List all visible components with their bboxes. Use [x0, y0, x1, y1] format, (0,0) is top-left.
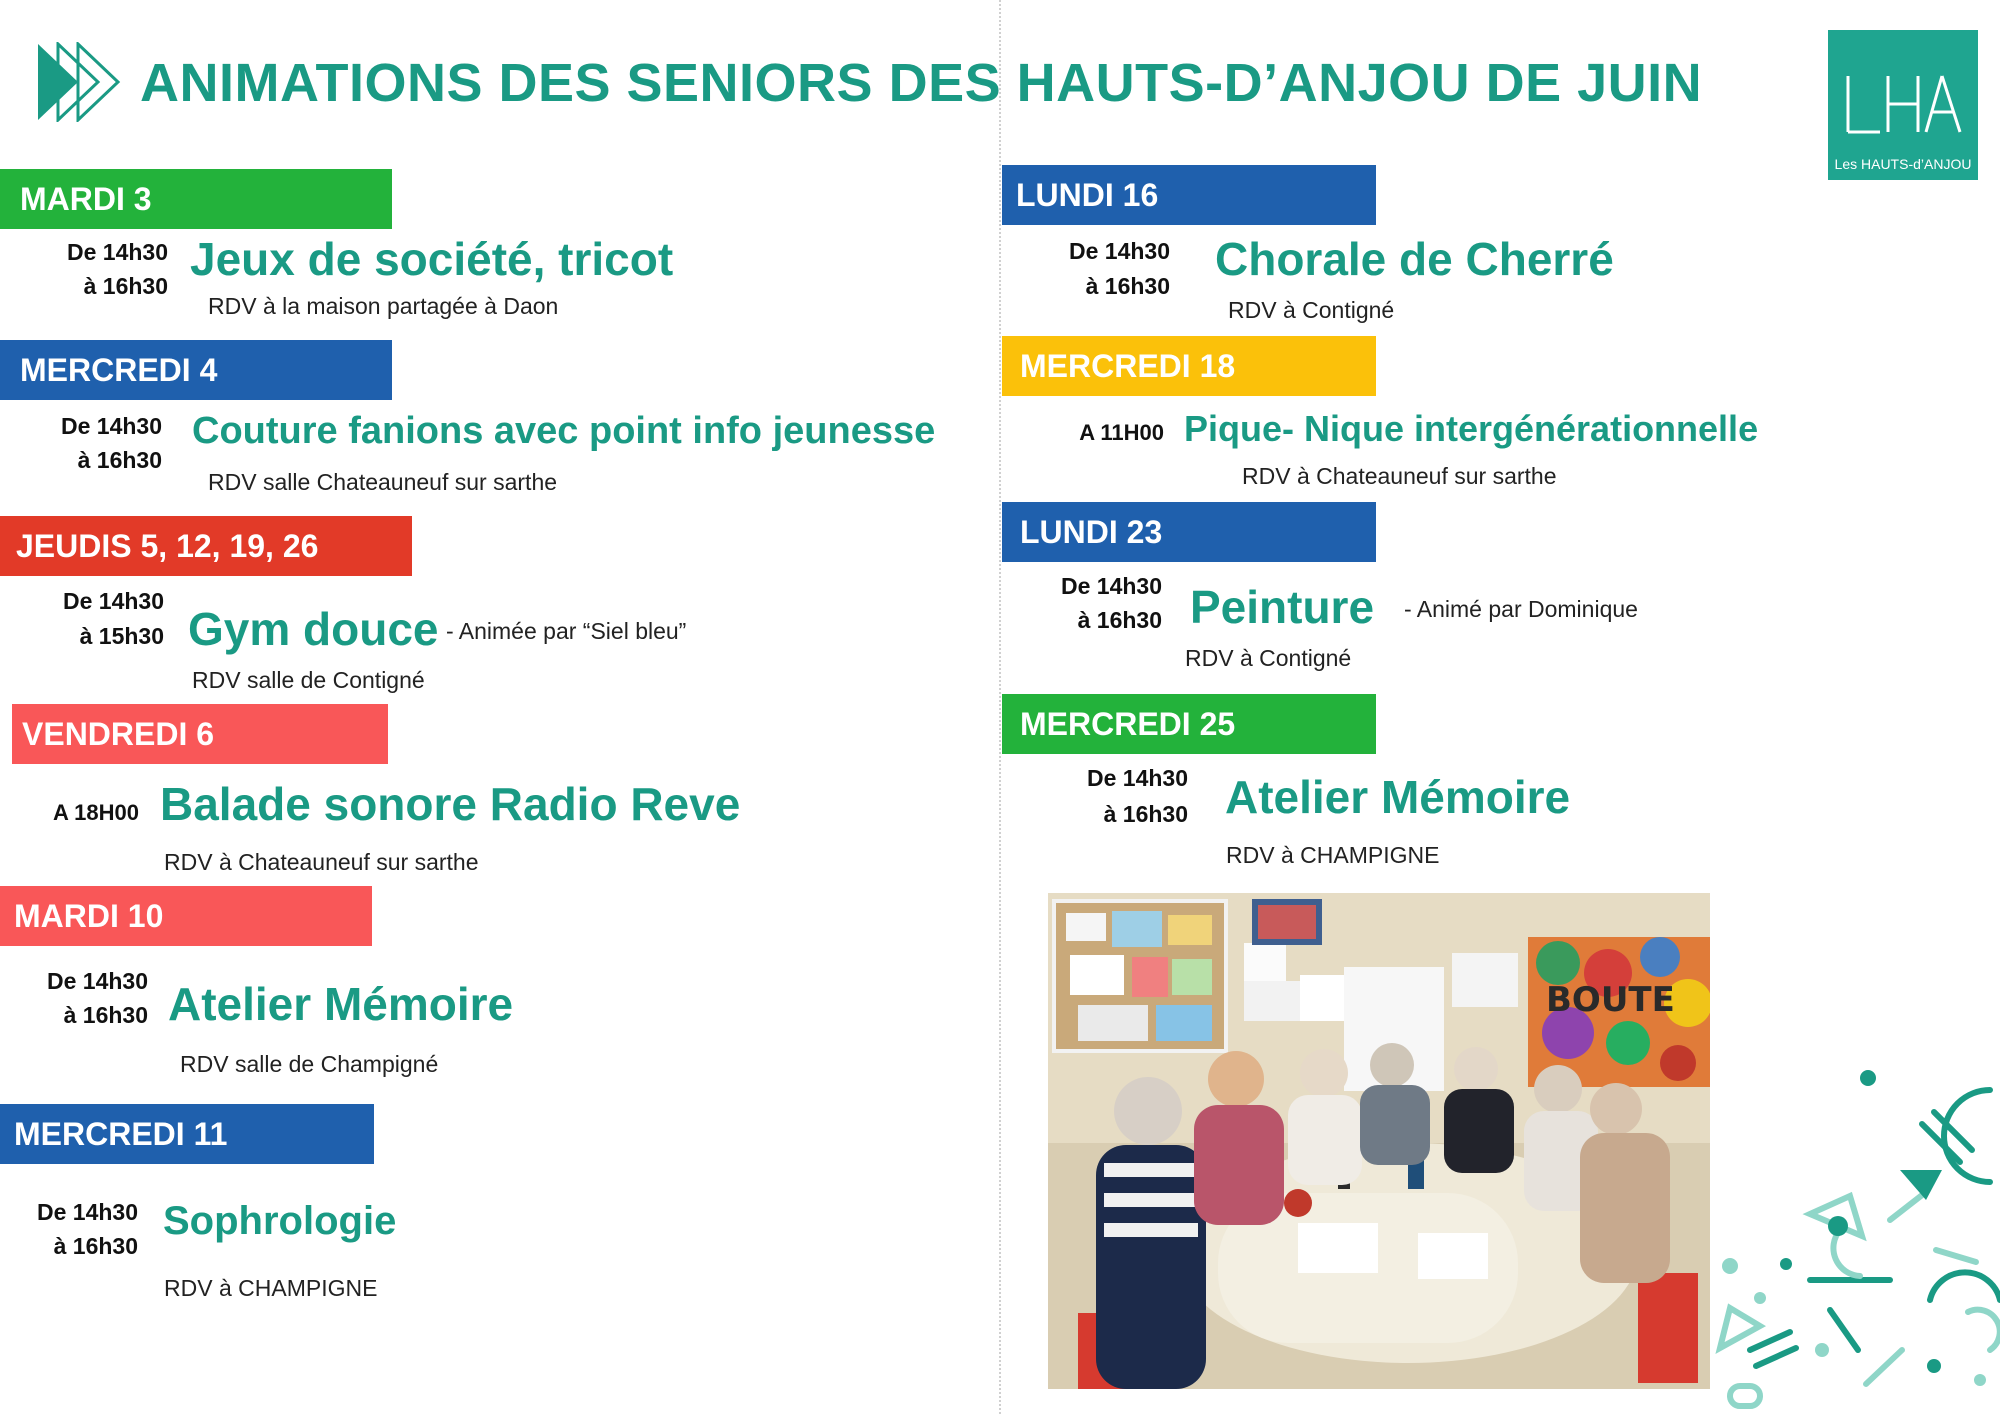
- meeting-place: RDV salle de Contigné: [192, 667, 425, 693]
- activity-photo: [1048, 893, 1710, 1389]
- center-divider: [999, 0, 1001, 1414]
- time-start: De 14h30: [1086, 765, 1188, 791]
- meeting-place: RDV à Contigné: [1185, 645, 1352, 671]
- activity-title: Atelier Mémoire: [1225, 771, 1571, 823]
- activity-note: - Animé par Dominique: [1404, 596, 1638, 622]
- time-end: à 15h30: [79, 623, 164, 649]
- day-band: VENDREDI 6: [12, 704, 388, 764]
- time-end: à 16h30: [53, 1233, 138, 1259]
- meeting-place: RDV à Chateauneuf sur sarthe: [164, 849, 479, 875]
- day-band: MARDI 10: [0, 886, 372, 946]
- time-end: à 16h30: [77, 447, 162, 473]
- activity-title: Peinture: [1190, 581, 1375, 633]
- page-title: ANIMATIONS DES SENIORS DES HAUTS-D’ANJOU DE JUIN: [140, 53, 1703, 113]
- time-end: à 16h30: [83, 273, 168, 299]
- time-start: De 14h30: [60, 413, 162, 439]
- time-start: A 11H00: [1079, 420, 1164, 445]
- activity-title: Couture fanions avec point info jeunesse: [192, 410, 936, 452]
- logo-caption: Les HAUTS-d’ANJOU: [1834, 156, 1972, 172]
- activity-title: Pique- Nique intergénérationnelle: [1184, 408, 1759, 449]
- triple-arrow-icon: [36, 42, 132, 122]
- activity-title: Jeux de société, tricot: [190, 233, 674, 285]
- day-band: MERCREDI 25: [1002, 694, 1376, 754]
- activity-title: Balade sonore Radio Reve: [160, 778, 741, 830]
- day-band: MARDI 3: [0, 169, 392, 229]
- time-start: De 14h30: [1068, 238, 1170, 264]
- time-start: De 14h30: [1060, 573, 1162, 599]
- activity-title: Atelier Mémoire: [168, 978, 514, 1030]
- meeting-place: RDV à la maison partagée à Daon: [208, 293, 559, 319]
- meeting-place: RDV salle de Champigné: [180, 1051, 439, 1077]
- wall-sign-text: BOUTE: [1546, 980, 1675, 1020]
- day-band: JEUDIS 5, 12, 19, 26: [0, 516, 412, 576]
- time-start: De 14h30: [46, 968, 148, 994]
- decorative-shapes: [1690, 1050, 2000, 1414]
- meeting-place: RDV à CHAMPIGNE: [164, 1275, 378, 1301]
- time-start: De 14h30: [66, 239, 168, 265]
- day-band: MERCREDI 11: [0, 1104, 374, 1164]
- activity-title: Chorale de Cherré: [1215, 233, 1614, 285]
- meeting-place: RDV à Chateauneuf sur sarthe: [1242, 463, 1557, 489]
- activity-title: Sophrologie: [163, 1199, 397, 1243]
- time-start: De 14h30: [62, 588, 164, 614]
- day-band: LUNDI 23: [1002, 502, 1376, 562]
- time-end: à 16h30: [1077, 607, 1162, 633]
- time-end: à 16h30: [1085, 273, 1170, 299]
- day-band: MERCREDI 18: [1002, 336, 1376, 396]
- meeting-place: RDV à CHAMPIGNE: [1226, 842, 1440, 868]
- logo-mark-icon: [1840, 70, 1966, 140]
- time-start: De 14h30: [36, 1199, 138, 1225]
- meeting-place: RDV salle Chateauneuf sur sarthe: [208, 469, 558, 495]
- day-band: LUNDI 16: [1002, 165, 1376, 225]
- time-start: A 18H00: [52, 800, 139, 825]
- time-end: à 16h30: [1103, 801, 1188, 827]
- activity-note: - Animée par “Siel bleu”: [446, 618, 687, 644]
- activity-title: Gym douce: [188, 603, 439, 655]
- day-band: MERCREDI 4: [0, 340, 392, 400]
- time-end: à 16h30: [63, 1002, 148, 1028]
- hauts-anjou-logo: [1828, 30, 1978, 180]
- meeting-place: RDV à Contigné: [1228, 297, 1395, 323]
